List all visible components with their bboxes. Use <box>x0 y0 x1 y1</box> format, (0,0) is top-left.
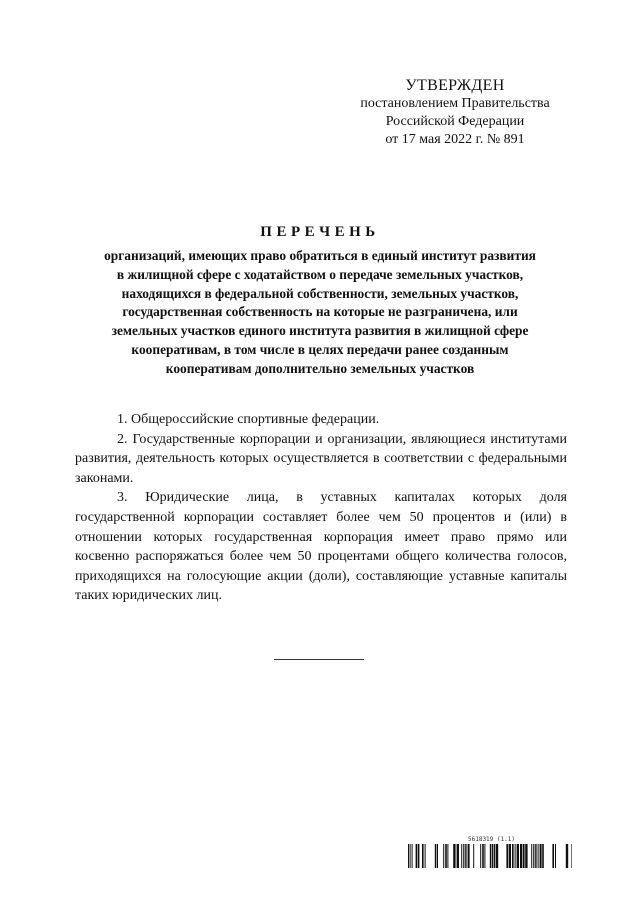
barcode-image <box>408 844 572 868</box>
approval-date: от 17 мая 2022 г. № 891 <box>385 132 525 147</box>
document-title: ПЕРЕЧЕНЬ <box>260 224 380 240</box>
subtitle-line: государственная собственность на которые не разграничена, или <box>122 304 518 320</box>
approval-line-2: Российской Федерации <box>385 114 525 129</box>
subtitle-line: кооперативам, в том числе в целях передачи ранее созданным <box>131 341 509 357</box>
item-list <box>75 410 567 606</box>
list-item-1: 1. Общероссийские спортивные федерации. <box>117 412 380 427</box>
subtitle-line: земельных участков единого института развития в жилищной сфере <box>111 323 529 339</box>
barcode-number: 5618319 (1.1) <box>468 836 515 843</box>
end-divider <box>274 659 364 660</box>
subtitle-line: кооперативам дополнительно земельных участков <box>165 360 475 376</box>
approval-block <box>330 76 580 149</box>
list-item-2: 2. Государственные корпорации и организации, являющиеся институтами развития, деятельность которых осуществляется в соответствии с федеральными законами. <box>75 431 567 486</box>
list-item-3: 3. Юридические лица, в уставных капиталах которых доля государственной корпорации составляет более чем 50 процентов и (или) в отношении которых государственная корпорация имеет право прямо или косвенно распоряжаться более чем 50 процентами общего количества голосов, приходящихся на голосующие акции (доли), составляющие уставные капиталы таких юридических лиц. <box>75 490 567 604</box>
document-subtitle <box>70 247 570 379</box>
subtitle-line: в жилищной сфере с ходатайством о передаче земельных участков, <box>116 266 524 282</box>
approval-title: УТВЕРЖДЕН <box>405 77 505 94</box>
approval-line-1: постановлением Правительства <box>360 96 550 111</box>
subtitle-line: организаций, имеющих право обратиться в единый институт развития <box>104 248 536 263</box>
subtitle-line: находящихся в федеральной собственности, земельных участков, <box>121 285 519 301</box>
